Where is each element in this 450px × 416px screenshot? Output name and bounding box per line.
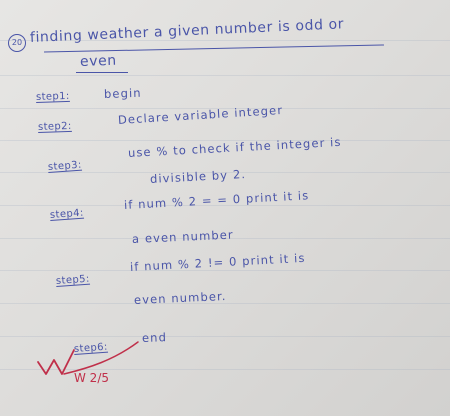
step4-text-line1: if num % 2 = = 0 print it is (123, 188, 310, 212)
step1-label: step1: (35, 90, 70, 103)
step3-text-line2: divisible by 2. (149, 166, 247, 186)
page-title: finding weather a given number is odd or (29, 16, 345, 46)
step3-label: step3: (47, 159, 83, 173)
step6-label: step6: (73, 341, 109, 355)
step5-label: step5: (55, 273, 91, 287)
step5-text-line2: even number. (133, 288, 227, 307)
ruled-line (0, 270, 450, 271)
step2-text: Declare variable integer (117, 102, 284, 127)
question-number: 20 (8, 34, 26, 52)
step3-text-line1: use % to check if the integer is (127, 134, 342, 160)
page-title-continued: even (79, 52, 118, 70)
title-underline (44, 44, 384, 53)
title-underline-2 (76, 72, 128, 73)
ruled-line (0, 303, 450, 304)
step5-text-line1: if num % 2 != 0 print it is (129, 250, 306, 274)
step2-label: step2: (37, 120, 72, 133)
step4-text-line2: a even number (131, 227, 235, 246)
grade-score: W 2/5 (74, 371, 109, 385)
step1-text: begin (103, 85, 142, 101)
step6-text: end (141, 330, 168, 345)
ruled-line (0, 75, 450, 76)
grade-check-icon (34, 330, 144, 390)
step4-label: step4: (49, 207, 85, 221)
